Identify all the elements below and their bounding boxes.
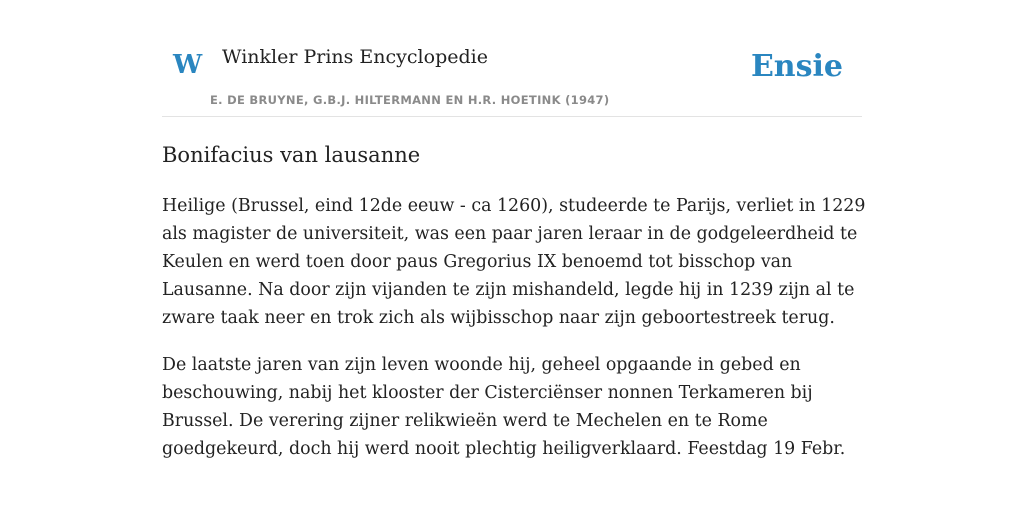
entry-paragraph: De laatste jaren van zijn leven woonde hij, geheel opgaande in gebed en beschouwing, nabij het klooster der Cisterciënser nonnen Terkameren bij Brussel. De verering zijner relikwieën werd te Mechelen en te Rome goedgekeurd, doch hij werd nooit plechtig heiligverklaard. Feestdag 19 Febr. [162, 355, 846, 459]
book-logo[interactable]: W [173, 50, 203, 80]
entry-paragraph: Heilige (Brussel, eind 12de eeuw - ca 1260), studeerde te Parijs, verliet in 1229 als magister de universiteit, was een paar jaren leraar in de godgeleerdheid te Keulen en werd toen door paus Gregorius IX benoemd tot bisschop van Lausanne. Na door zijn vijanden te zijn mishandeld, legde hij in 1239 zijn al te zware taak neer en trok zich als wijbisschop naar zijn geboortestreek terug. [162, 196, 866, 328]
book-authors: E. DE BRUYNE, G.B.J. HILTERMANN EN H.R. HOETINK (1947) [210, 93, 610, 107]
ensie-logo[interactable]: Ensie [750, 49, 843, 84]
header [162, 0, 862, 117]
entry-title: Bonifacius van lausanne [162, 143, 421, 167]
book-title[interactable]: Winkler Prins Encyclopedie [222, 46, 488, 68]
entry-content [162, 140, 866, 463]
